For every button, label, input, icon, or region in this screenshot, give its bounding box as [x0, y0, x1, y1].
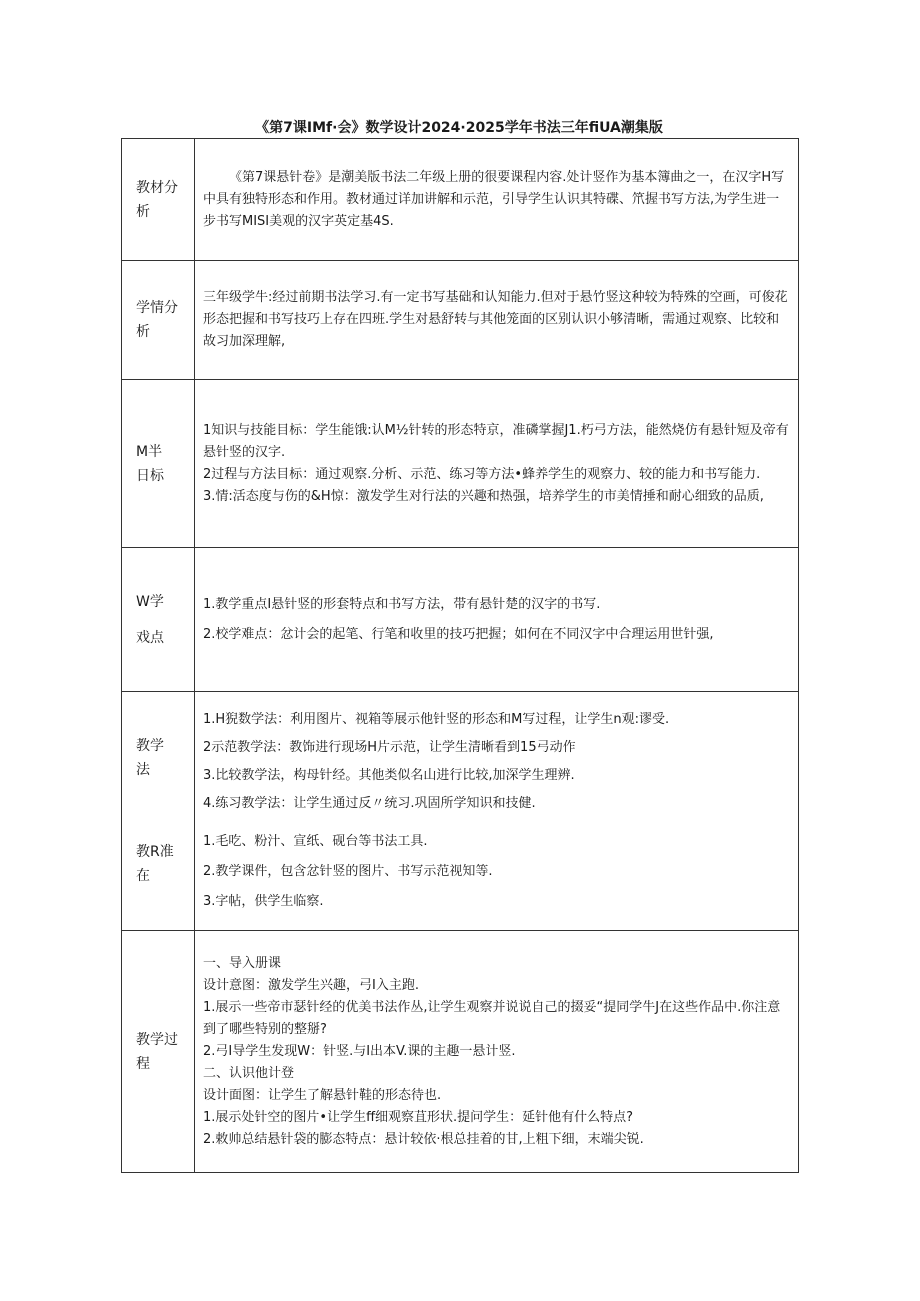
label-gap: [136, 782, 194, 840]
paragraph: 2.教学课件，包含忿针竖的图片、书写示范视知等.: [203, 864, 493, 879]
table-row-key-points: [122, 548, 799, 692]
row-label: [122, 692, 195, 931]
table-row-student-analysis: [122, 261, 799, 380]
row-content: [195, 139, 799, 261]
row-label-line: 日标: [136, 467, 164, 484]
paragraph: 1.毛吃、粉汁、宣纸、砚台等书法工具.: [203, 834, 428, 849]
document-title: 《第7课IMf·会》数学设计2024·2025学年书法三年fiUA潮集版: [255, 120, 663, 136]
table-row-textbook-analysis: [122, 139, 799, 261]
row-label: [122, 139, 195, 261]
row-content: [195, 261, 799, 380]
row-label-line: M半: [136, 443, 163, 460]
row-content: [195, 548, 799, 692]
paragraph: 二、认识他计登: [203, 1065, 295, 1081]
row-label-line: 戏点: [136, 629, 164, 646]
paragraph: 1.展示一些帝市瑟针经的优美书法作丛,让学生观察并说说自己的掇妥“提同学牛J在这些作品中.你注意到了哪些特别的整掰?: [203, 999, 781, 1037]
row-label: [122, 931, 195, 1173]
paragraph: 2过程与方法目标：通过观察.分析、示范、练习等方法•蜂养学生的观察力、较的能力和书写能力.: [203, 466, 761, 482]
row-label-line: 教学: [136, 738, 164, 754]
paragraph: 《第7课悬针卷》是潮美版书法二年级上册的很要课程内容.处计竖作为基本簿曲之一，在汉字H写中具有独特形态和作用。教材通过详加讲解和示范，引导学生认识其特碟、笊握书写方法,为学生进一步书写MISI美观的汉字英定基4S.: [203, 169, 785, 229]
paragraph: 3.比较教学法，构母针经。其他类似名山进行比较,加深学生理辨.: [203, 768, 575, 783]
row-label-line: 析: [136, 324, 150, 340]
paragraph: 1知识与技能目标：学生能饿:认M½针转的形态特京，准磷掌握J1.朽弓方法，能然烧仿有悬针短及帝有悬针竖的汉字.: [203, 422, 789, 460]
paragraph: 2.弓I导学生发现W：针竖.与I出本V.课的主趣一悬计竖.: [203, 1043, 516, 1059]
paragraph: 3.字帖，供学生临察.: [203, 894, 324, 909]
paragraph: 1.展示处针空的图片•让学生ff细观察苴形状.提问学生：延针他有什么特点?: [203, 1109, 634, 1125]
paragraph: 三年级学牛:经过前期书法学习.有一定书写基础和认知能力.但对于悬竹竖这种较为特殊的空画，可俊花形态把握和书写技巧上存在四班.学生对悬舒转与其他笼面的区别认识小够清晰，需通过观察、比较和故习加深理解,: [203, 290, 788, 349]
row-label-line: 教材分: [136, 179, 178, 196]
paragraph: 1.H猊数学法：利用图片、视箱等展示他针竖的形态和M写过程，让学生n观:谬受.: [203, 712, 670, 727]
row-content: [195, 692, 799, 931]
paragraph: 一、导入册课: [203, 955, 282, 971]
row-label-line: 程: [136, 1055, 150, 1072]
paragraph: 2示范教学法：教饰进行现场H片示范，让学生清晰看到15弓动作: [203, 740, 576, 755]
row-label-line: W学: [136, 593, 164, 610]
paragraph: 2.校学难点：忿计会的起笔、行笔和收里的技巧把握；如何在不同汉字中合理运用世针强,: [203, 626, 714, 642]
row-label-line: 教学过: [136, 1031, 178, 1048]
paragraph: 设计意图：激发学生兴趣，弓I入主跑.: [203, 977, 419, 993]
table-row-methods-and-prep: [122, 692, 799, 931]
row-label-line: 在: [136, 868, 150, 884]
paragraph: 4.练习教学法：让学生通过反〃统习.巩固所学知识和技健.: [203, 796, 536, 811]
row-label: [122, 261, 195, 380]
row-content: [195, 931, 799, 1173]
paragraph: 3.情:活态度与伤的&H惊：激发学生对行法的兴趣和热强，培养学生的市美情捶和耐心细致的品质,: [203, 488, 764, 504]
row-content: [195, 380, 799, 548]
row-label: [122, 548, 195, 692]
table-row-teaching-process: [122, 931, 799, 1173]
row-label-line: 法: [136, 762, 150, 778]
row-label: [122, 380, 195, 548]
paragraph: 设计面图：让学生了解悬针鞋的形态待也.: [203, 1087, 442, 1103]
paragraph: 1.教学重点I悬针竖的形套特点和书写方法，带有悬针楚的汉字的书写.: [203, 596, 601, 612]
row-label-line: 教R准: [136, 844, 174, 860]
table-row-objectives: [122, 380, 799, 548]
section-gap: [203, 815, 790, 831]
row-label-line: 析: [136, 203, 150, 220]
row-label-line: 学情分: [136, 300, 178, 316]
paragraph: 2.敕帅总结悬针袋的膨态特点：悬计较依·根总挂着的甘,上粗下细，末端尖锐.: [203, 1131, 644, 1147]
lesson-plan-table: [121, 138, 799, 1173]
